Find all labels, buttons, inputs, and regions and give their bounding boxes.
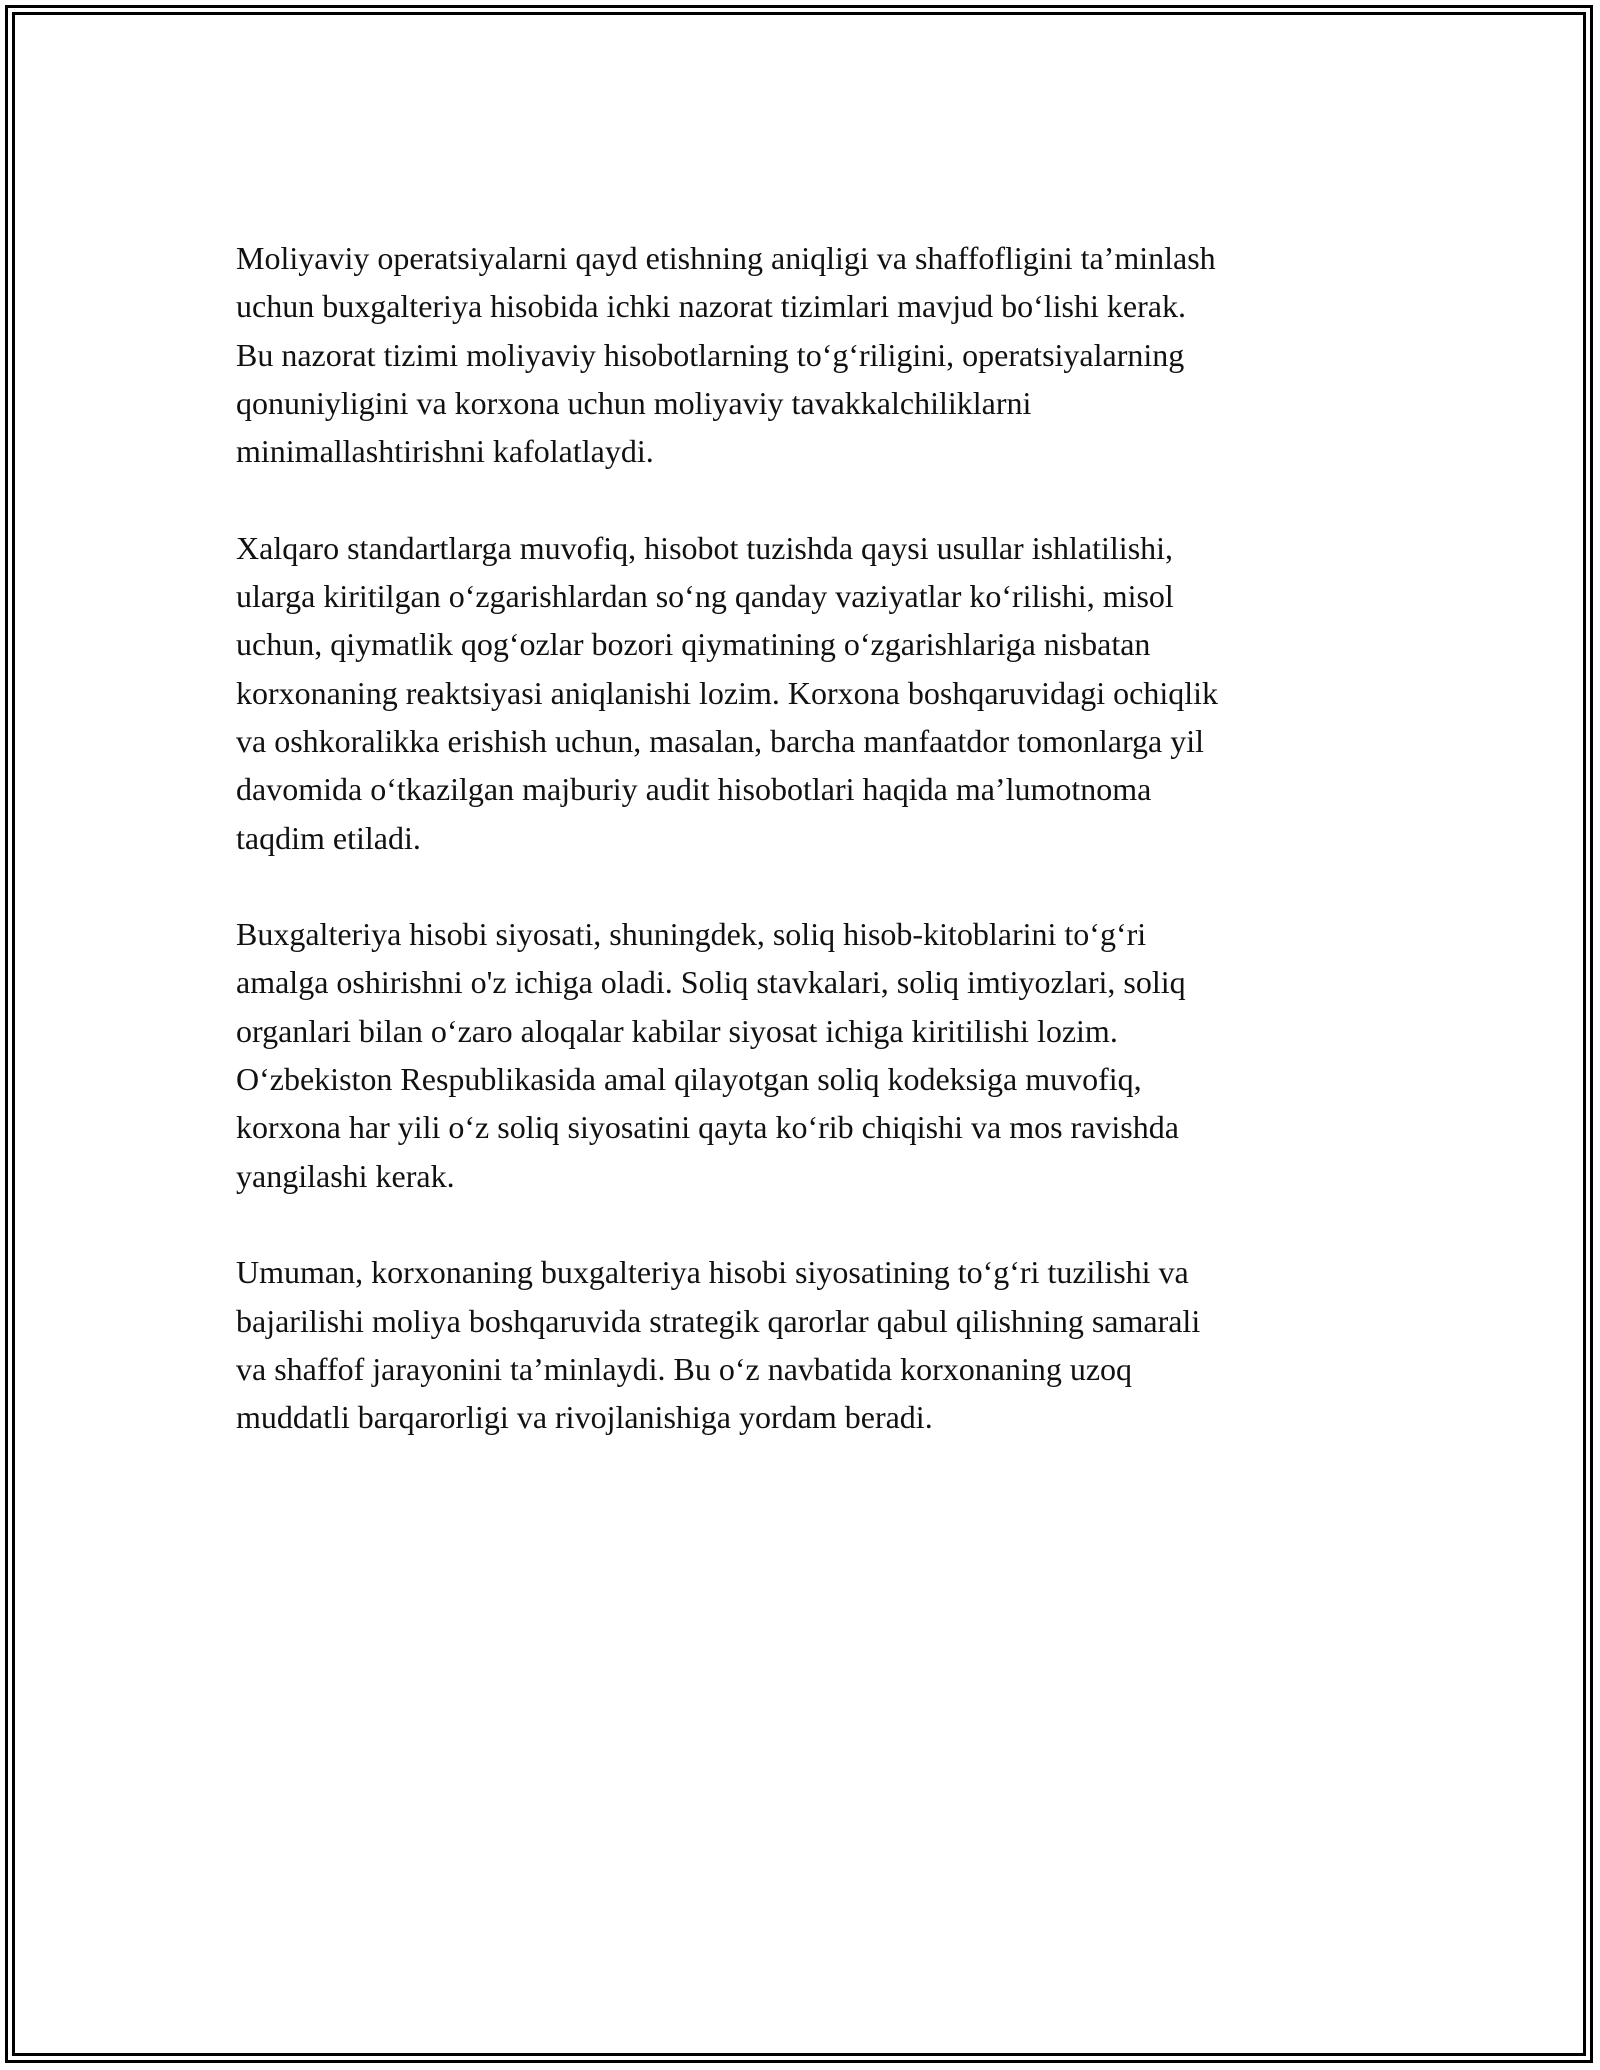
document-body (236, 234, 1376, 1490)
text-line: O‘zbekiston Respublikasida amal qilayotgan soliq kodeksiga muvofiq, (236, 1061, 1142, 1098)
paragraph-4 (236, 1248, 1376, 1441)
text-line: Bu nazorat tizimi moliyaviy hisobotlarning to‘g‘riligini, operatsiyalarning (236, 336, 1185, 373)
text-line: amalga oshirishni o'z ichiga oladi. Soliq stavkalari, soliq imtiyozlari, soliq (236, 964, 1186, 1001)
text-line: Buxgalteriya hisobi siyosati, shuningdek, soliq hisob-kitoblarini to‘g‘ri (236, 916, 1147, 953)
text-line: muddatli barqarorligi va rivojlanishiga yordam beradi. (236, 1399, 933, 1436)
text-line: taqdim etiladi. (236, 819, 421, 856)
text-line: qonuniyligini va korxona uchun moliyaviy tavakkalchiliklarni (236, 384, 1032, 421)
text-line: va shaffof jarayonini ta’minlaydi. Bu o‘z navbatida korxonaning uzoq (236, 1350, 1133, 1387)
text-line: organlari bilan o‘zaro aloqalar kabilar siyosat ichiga kiritilishi lozim. (236, 1012, 1118, 1049)
text-line: bajarilishi moliya boshqaruvida strategik qarorlar qabul qilishning samarali (236, 1302, 1201, 1339)
paragraph-1 (236, 234, 1376, 475)
text-line: Xalqaro standartlarga muvofiq, hisobot tuzishda qaysi usullar ishlatilishi, (236, 529, 1174, 566)
text-line: davomida o‘tkazilgan majburiy audit hisobotlari haqida ma’lumotnoma (236, 771, 1152, 808)
text-line: uchun, qiymatlik qog‘ozlar bozori qiymatining o‘zgarishlariga nisbatan (236, 626, 1151, 663)
text-line: va oshkoralikka erishish uchun, masalan, barcha manfaatdor tomonlarga yil (236, 722, 1204, 759)
text-line: minimallashtirishni kafolatlaydi. (236, 433, 654, 470)
text-line: ularga kiritilgan o‘zgarishlardan so‘ng qanday vaziyatlar ko‘rilishi, misol (236, 578, 1174, 615)
paragraph-2 (236, 524, 1376, 862)
text-line: Umuman, korxonaning buxgalteriya hisobi siyosatining to‘g‘ri tuzilishi va (236, 1254, 1189, 1291)
text-line: korxona har yili o‘z soliq siyosatini qayta ko‘rib chiqishi va mos ravishda (236, 1109, 1179, 1146)
text-line: yangilashi kerak. (236, 1157, 455, 1194)
text-line: korxonaning reaktsiyasi aniqlanishi lozim. Korxona boshqaruvidagi ochiqlik (236, 674, 1219, 711)
text-line: Moliyaviy operatsiyalarni qayd etishning aniqligi va shaffofligini ta’minlash (236, 240, 1216, 276)
text-line: uchun buxgalteriya hisobida ichki nazorat tizimlari mavjud bo‘lishi kerak. (236, 288, 1186, 325)
paragraph-3 (236, 910, 1376, 1200)
